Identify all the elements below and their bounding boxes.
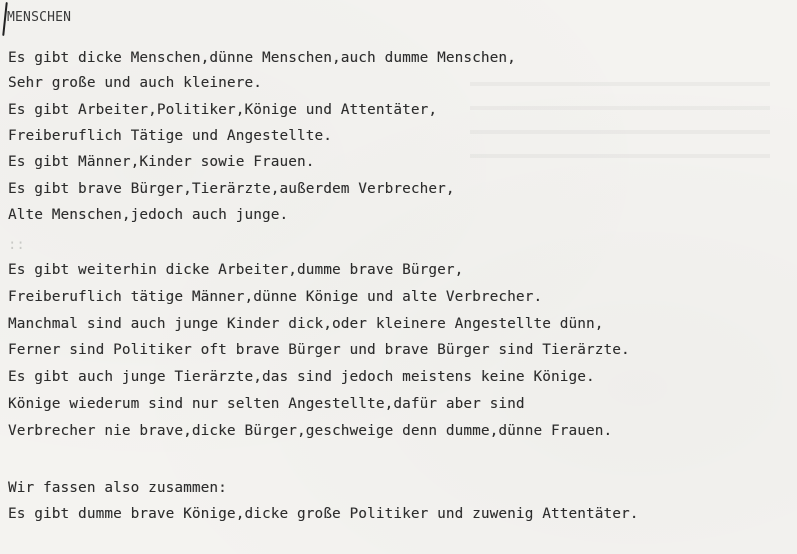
text-line-16: Es gibt dumme brave Könige,dicke große Politiker und zuwenig Attentäter. xyxy=(8,506,639,522)
text-line-3: Es gibt Arbeiter,Politiker,Könige und Attentäter, xyxy=(8,102,438,118)
text-line-4: Freiberuflich Tätige und Angestellte. xyxy=(8,128,333,144)
text-line-14: Verbrecher nie brave,dicke Bürger,geschweige denn dumme,dünne Frauen. xyxy=(8,423,613,439)
text-line-13: Könige wiederum sind nur selten Angestellte,dafür aber sind xyxy=(8,396,525,412)
text-line-12: Es gibt auch junge Tierärzte,das sind jedoch meistens keine Könige. xyxy=(8,369,595,385)
text-line-2: Sehr große und auch kleinere. xyxy=(8,75,262,91)
text-line-6: Es gibt brave Bürger,Tierärzte,außerdem Verbrecher, xyxy=(8,181,455,197)
text-line-5: Es gibt Männer,Kinder sowie Frauen. xyxy=(8,154,315,170)
document-title: MENSCHEN xyxy=(7,10,72,25)
text-line-1: Es gibt dicke Menschen,dünne Menschen,auch dumme Menschen, xyxy=(8,50,516,66)
text-line-15: Wir fassen also zusammen: xyxy=(8,480,227,496)
text-line-11: Ferner sind Politiker oft brave Bürger und brave Bürger sind Tierärzte. xyxy=(8,342,630,358)
faint-smudge: :: xyxy=(8,237,25,253)
text-line-9: Freiberuflich tätige Männer,dünne Könige und alte Verbrecher. xyxy=(8,289,543,305)
text-line-8: Es gibt weiterhin dicke Arbeiter,dumme brave Bürger, xyxy=(8,262,464,278)
paper-bleed-through xyxy=(470,70,770,160)
text-line-10: Manchmal sind auch junge Kinder dick,oder kleinere Angestellte dünn, xyxy=(8,316,604,332)
text-line-7: Alte Menschen,jedoch auch junge. xyxy=(8,207,289,223)
